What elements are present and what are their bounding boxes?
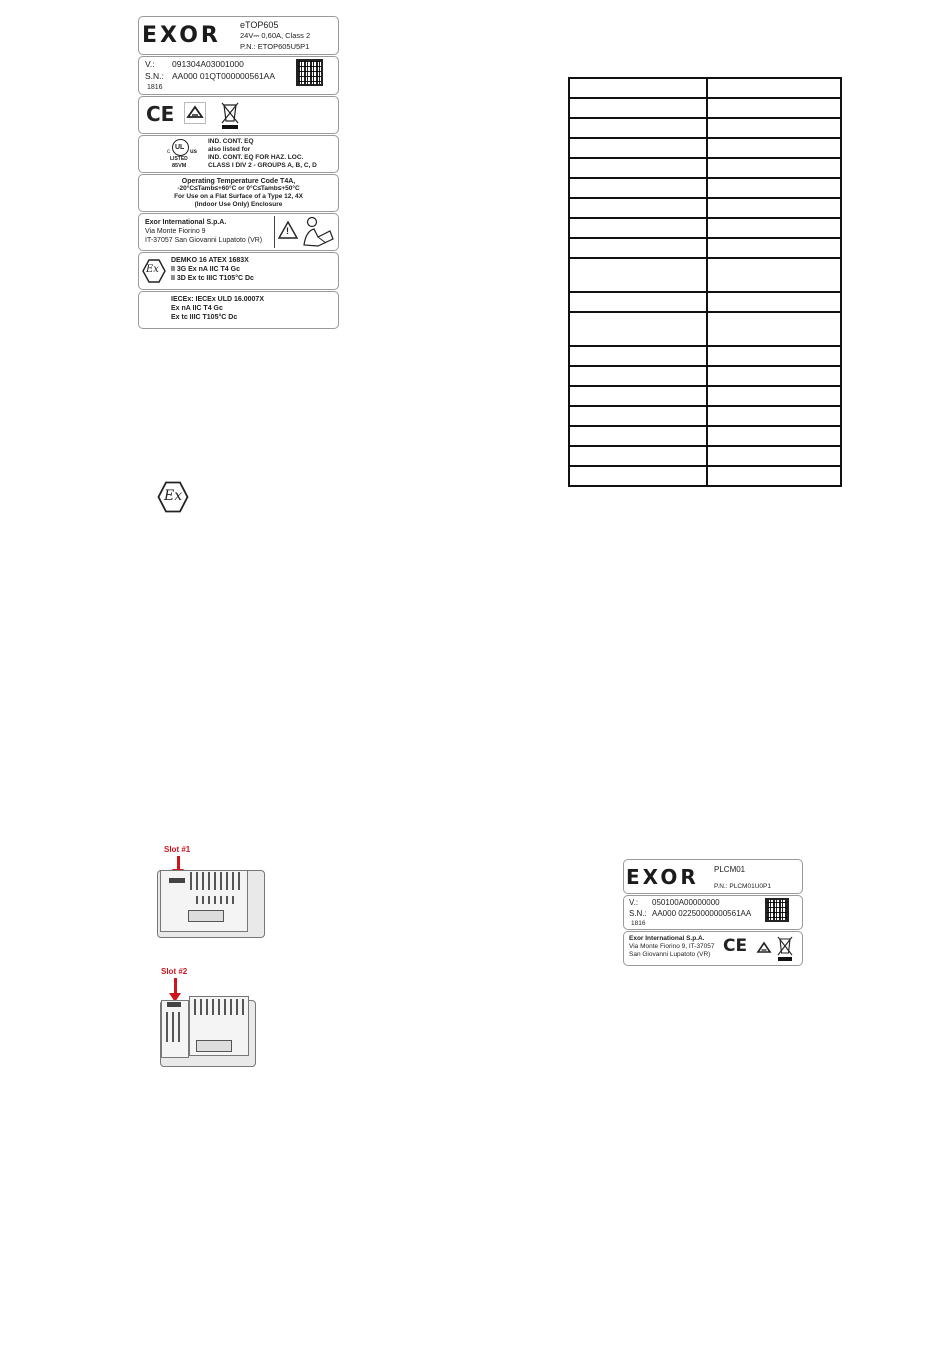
rcm-mark-icon <box>184 102 206 124</box>
table-row <box>569 312 841 346</box>
table-row <box>569 446 841 466</box>
plcm-model: PLCM01 <box>714 865 746 874</box>
etop-model: eTOP605 <box>240 20 279 30</box>
table-cell <box>707 198 841 218</box>
plcm-address-line-1: Via Monte Fiorino 9, IT-37057 <box>629 943 715 950</box>
table-cell <box>569 78 707 98</box>
table-cell <box>707 446 841 466</box>
plcm-rcm-mark-icon <box>755 939 773 957</box>
table-cell <box>569 426 707 446</box>
ul-prefix: c <box>167 149 170 155</box>
table-cell <box>569 446 707 466</box>
table-cell <box>707 258 841 292</box>
slot-2-module-vents <box>166 1012 184 1042</box>
table-cell <box>569 466 707 486</box>
table-row <box>569 466 841 486</box>
temp-line-2: -20°C≤Tamb≤+60°C or 0°C≤Tamb≤+50°C <box>177 185 300 192</box>
plcm-serial-label: S.N.: <box>629 909 647 918</box>
table-cell <box>707 238 841 258</box>
slot-2-vents <box>194 999 244 1015</box>
slot-1-label: Slot #1 <box>164 845 191 854</box>
ul-listed-text: LISTED <box>170 156 188 162</box>
slot-2-slot-opening <box>167 1002 181 1007</box>
table-cell <box>707 366 841 386</box>
etop-serial-label: S.N.: <box>145 71 164 81</box>
table-row <box>569 218 841 238</box>
table-cell <box>707 386 841 406</box>
table-row <box>569 258 841 292</box>
table-cell <box>569 178 707 198</box>
etop-qr-code <box>296 59 323 86</box>
table-row <box>569 98 841 118</box>
etop-version-label: V.: <box>145 59 155 69</box>
table-cell <box>707 98 841 118</box>
iecex-line-2: Ex nA IIC T4 Gc <box>171 305 223 312</box>
table-row <box>569 238 841 258</box>
table-cell <box>707 426 841 446</box>
temp-line-3: For Use on a Flat Surface of a Type 12, 4X <box>174 193 303 200</box>
table-cell <box>569 138 707 158</box>
table-cell <box>707 118 841 138</box>
plcm-version-label: V.: <box>629 898 639 907</box>
table-cell <box>707 218 841 238</box>
slot-1-vents-lower <box>196 896 236 904</box>
etop-brand-logo: EXOR <box>142 23 221 48</box>
plcm-brand-logo: EXOR <box>626 865 699 889</box>
table-row <box>569 158 841 178</box>
slot-1-connector <box>188 910 224 922</box>
standalone-ex-symbol: Ex <box>164 488 183 504</box>
table-cell <box>569 158 707 178</box>
table-cell <box>569 406 707 426</box>
atex-line-2: II 3G Ex nA IIC T4 Gc <box>171 266 240 273</box>
plcm-date-code: 1816 <box>631 920 646 927</box>
plcm-weee-bin-icon <box>776 934 794 962</box>
etop-power-rating: 24V⎓ 0,60A, Class 2 <box>240 31 311 40</box>
table-row <box>569 366 841 386</box>
table-row <box>569 78 841 98</box>
table-cell <box>569 238 707 258</box>
table-row <box>569 198 841 218</box>
ul-line-4: CLASS I DIV 2 - GROUPS A, B, C, D <box>208 162 317 169</box>
table-row <box>569 178 841 198</box>
temp-line-1: Operating Temperature Code T4A, <box>181 178 296 185</box>
table-row <box>569 406 841 426</box>
etop-date-code: 1816 <box>147 84 163 91</box>
manufacturer-divider <box>274 216 275 248</box>
atex-line-3: II 3D Ex tc IIIC T105°C Dc <box>171 275 254 282</box>
table-cell <box>569 198 707 218</box>
plcm-part-number: P.N.: PLCM01U0P1 <box>714 883 771 890</box>
table-cell <box>569 258 707 292</box>
table-cell <box>569 346 707 366</box>
etop-company-name: Exor International S.p.A. <box>145 219 227 226</box>
ul-mark: UL <box>175 144 185 151</box>
ul-suffix: us <box>190 149 198 155</box>
ul-file-number: 85VM <box>172 163 187 169</box>
table-cell <box>569 366 707 386</box>
warning-symbol: ! <box>286 226 289 236</box>
table-cell <box>569 386 707 406</box>
atex-line-1: DEMKO 16 ATEX 1683X <box>171 257 249 264</box>
read-manual-icon <box>300 215 336 249</box>
etop-address-line-1: Via Monte Fiorino 9 <box>145 228 206 235</box>
ul-line-1: IND. CONT. EQ <box>208 138 254 145</box>
table-cell <box>569 312 707 346</box>
table-cell <box>569 98 707 118</box>
slot-1-slot-opening <box>169 878 185 883</box>
table-cell <box>707 312 841 346</box>
etop-part-number: P.N.: ETOP605U5P1 <box>240 42 310 51</box>
iecex-line-3: Ex tc IIIC T105°C Dc <box>171 314 238 321</box>
table-cell <box>707 406 841 426</box>
etop-address-line-2: IT-37057 San Giovanni Lupatoto (VR) <box>145 237 263 244</box>
table-cell <box>707 178 841 198</box>
plcm-address-line-2: San Giovanni Lupatoto (VR) <box>629 951 711 958</box>
table-cell <box>707 292 841 312</box>
slot-2-label: Slot #2 <box>161 967 188 976</box>
plcm-qr-code <box>765 898 789 922</box>
table-cell <box>569 218 707 238</box>
etop-ce-mark: CE <box>146 102 175 126</box>
table-cell <box>707 78 841 98</box>
slot-1-vents <box>190 872 242 890</box>
table-cell <box>707 138 841 158</box>
slot-1-arrow-icon <box>177 856 180 870</box>
weee-bin-icon <box>219 99 241 131</box>
table-row <box>569 426 841 446</box>
slot-2-arrow-icon <box>174 978 177 994</box>
empty-spec-table <box>568 77 842 487</box>
plcm-company-name: Exor International S.p.A. <box>629 935 705 942</box>
table-cell <box>707 466 841 486</box>
table-row <box>569 118 841 138</box>
ul-line-3: IND. CONT. EQ FOR HAZ. LOC. <box>208 154 304 161</box>
table-row <box>569 346 841 366</box>
temp-line-4: (Indoor Use Only) Enclosure <box>194 201 283 208</box>
etop-serial-value: AA000 01QT000000561AA <box>172 71 276 81</box>
table-cell <box>569 118 707 138</box>
table-cell <box>707 346 841 366</box>
slot-2-connector <box>196 1040 232 1052</box>
ul-line-2: also listed for <box>208 146 251 153</box>
atex-ex-symbol: Ex <box>146 264 159 275</box>
etop-version-value: 091304A03001000 <box>172 59 244 69</box>
table-row <box>569 138 841 158</box>
table-row <box>569 292 841 312</box>
table-cell <box>569 292 707 312</box>
table-cell <box>707 158 841 178</box>
iecex-line-1: IECEx: IECEx ULD 16.0007X <box>171 296 264 303</box>
table-row <box>569 386 841 406</box>
plcm-version-value: 050100A00000000 <box>652 898 720 907</box>
plcm-serial-value: AA000 02250000000561AA <box>652 909 752 918</box>
plcm-ce-mark: CE <box>723 936 748 956</box>
